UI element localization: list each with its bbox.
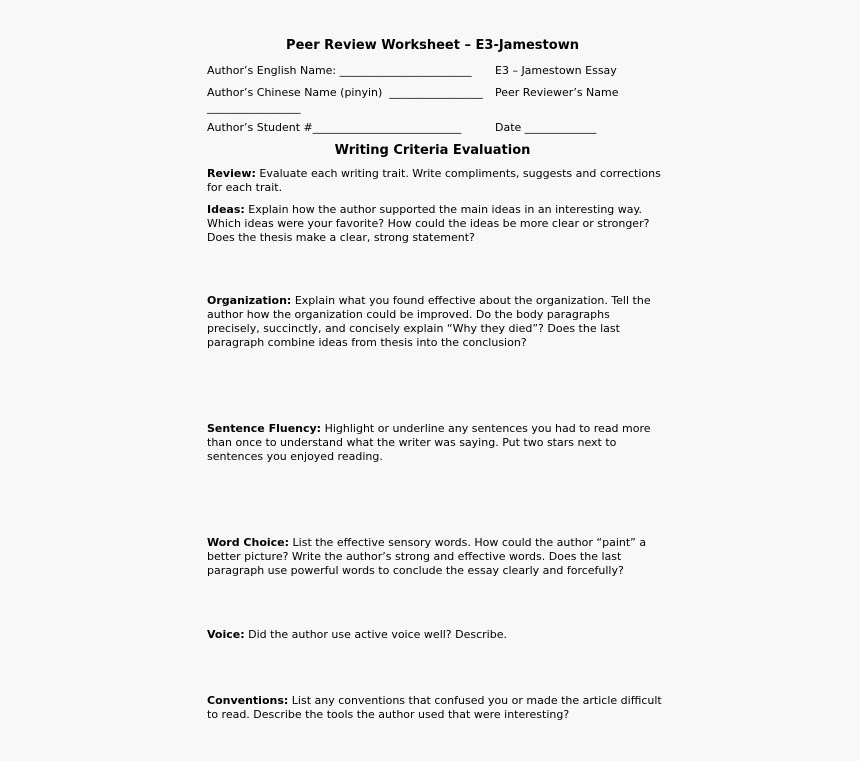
organization-text: Explain what you found effective about the organization. Tell the author how the organization could be improved. Do the body paragraphs precisely, succinctly, and concisely explain “Why they died”? Does the last paragraph combine ideas from thesis into the conclusion? [207,294,651,349]
section-title: Writing Criteria Evaluation [334,143,531,158]
ideas-label: Ideas: [207,203,245,216]
conventions-label: Conventions: [207,694,289,707]
english-name-field: Author’s English Name: ________________________ [207,64,472,77]
date-field: Date _____________ [495,121,597,134]
student-number-field: Author’s Student #___________________________ [207,121,462,134]
review-instructions [207,167,662,195]
essay-label: E3 – Jamestown Essay [495,64,617,77]
word-choice-criterion [207,536,662,578]
review-label: Review: [207,167,256,180]
organization-criterion [207,294,662,350]
review-text: Evaluate each writing trait. Write compliments, suggests and corrections for each trait. [207,167,661,194]
fluency-criterion [207,422,662,464]
voice-text: Did the author use active voice well? Describe. [244,628,507,641]
worksheet-title: Peer Review Worksheet – E3-Jamestown [286,38,579,53]
conventions-text: List any conventions that confused you or made the article difficult to read. Describe the tools the author used that were interesting? [207,694,662,721]
chinese-name-field: Author’s Chinese Name (pinyin) _________________ [207,86,483,99]
voice-label: Voice: [207,628,245,641]
fluency-label: Sentence Fluency: [207,422,322,435]
ideas-criterion [207,203,662,245]
peer-reviewer-line: _________________ [207,101,301,114]
peer-reviewer-field: Peer Reviewer’s Name [495,86,619,99]
fluency-text: Highlight or underline any sentences you had to read more than once to understand what the writer was saying. Put two stars next to sentences you enjoyed reading. [207,422,651,463]
conventions-criterion [207,694,662,722]
organization-label: Organization: [207,294,292,307]
word-choice-label: Word Choice: [207,536,290,549]
word-choice-text: List the effective sensory words. How could the author “paint” a better picture? Write the author’s strong and effective words. Does the last paragraph use powerful words to conclude the essay clearly and forcefully? [207,536,647,577]
ideas-text: Explain how the author supported the main ideas in an interesting way. Which ideas were your favorite? How could the ideas be more clear or stronger? Does the thesis make a clear, strong statement? [207,203,650,244]
voice-criterion [207,628,662,642]
